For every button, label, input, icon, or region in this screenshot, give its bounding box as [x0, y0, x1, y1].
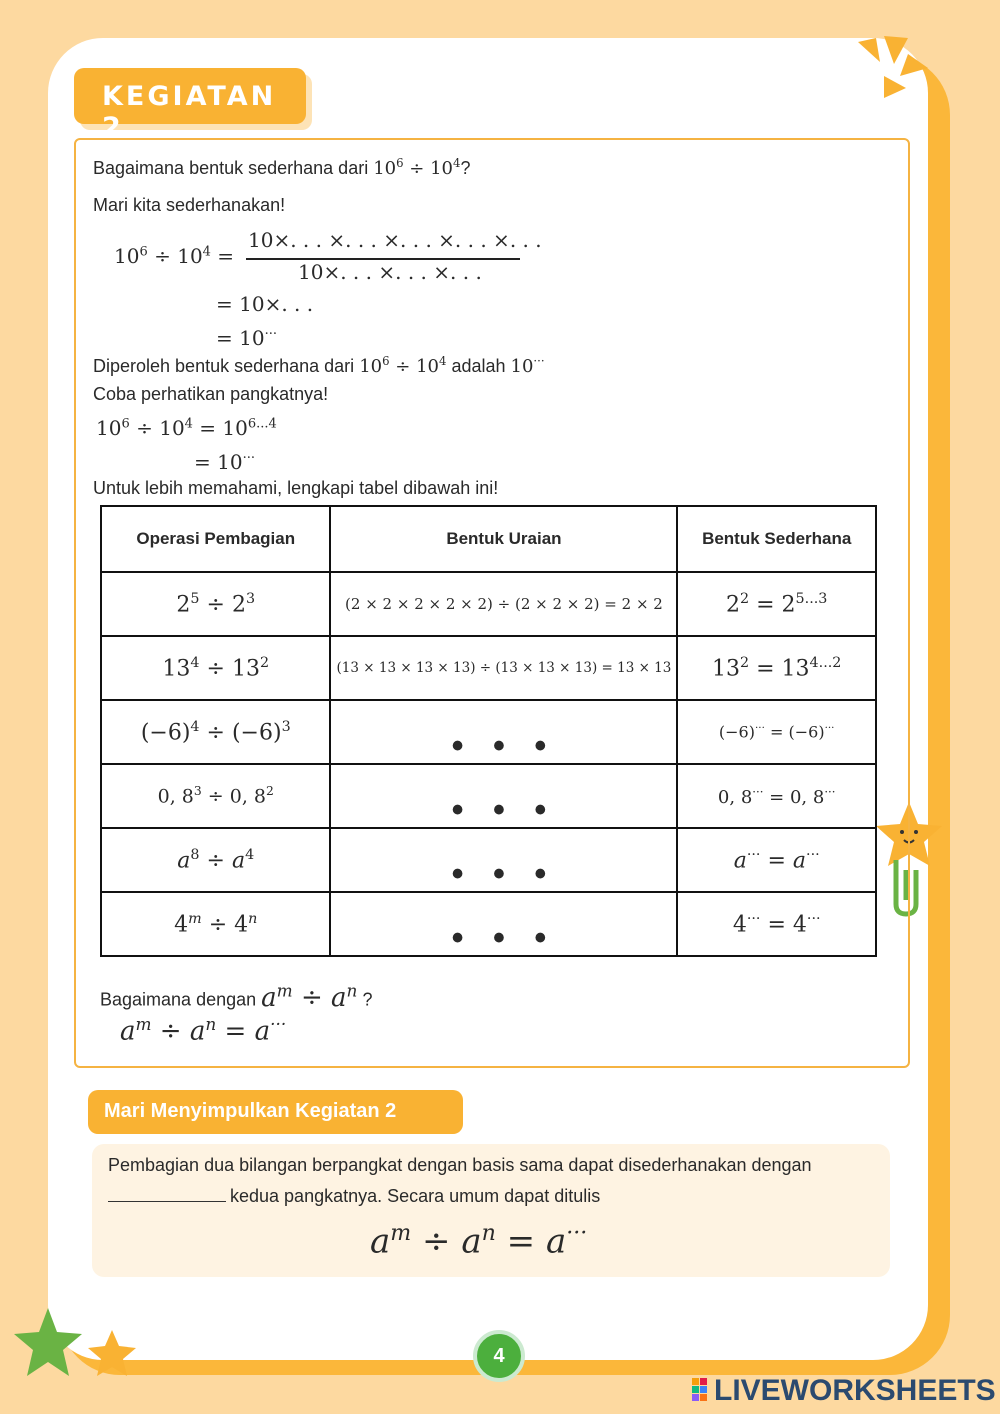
- simple-cell[interactable]: 0, 8··· = 0, 8···: [677, 764, 876, 828]
- intro-question: [93, 156, 470, 179]
- step3-base: = 10: [216, 326, 265, 350]
- q-op: ÷: [403, 158, 431, 179]
- operation-cell: $(-6)^4 \div (-6)^3$: [101, 700, 330, 764]
- simplify-lhs: [114, 244, 234, 268]
- activity-title-tab: [74, 68, 306, 143]
- look-exponent: Coba perhatikan pangkatnya!: [93, 384, 329, 404]
- exp-res-exp: 6...4: [247, 416, 277, 432]
- operation-cell: $13^4 \div 13^2$: [101, 636, 330, 700]
- table-row: [101, 636, 876, 700]
- operation-cell: $4^m \div 4^n$: [101, 892, 330, 956]
- exp-op: ÷: [129, 416, 160, 440]
- lhs-exp-b: 4: [202, 244, 211, 260]
- lhs-base-b: 10: [177, 244, 203, 268]
- obtained-text: Diperoleh bentuk sederhana dari: [93, 356, 355, 376]
- table-row: [101, 828, 876, 892]
- page-number: 4: [473, 1330, 525, 1382]
- conclusion-line2: [108, 1186, 600, 1207]
- general-question-text: Bagaimana dengan: [100, 989, 257, 1010]
- table-row: [101, 700, 876, 764]
- fraction-denominator: 10×. . . ×. . . ×. . .: [298, 260, 482, 284]
- simple-cell[interactable]: 4··· = 4···: [677, 892, 876, 956]
- exp-base-b: 10: [159, 416, 185, 440]
- exp-base-a: 10: [96, 416, 122, 440]
- brand-watermark: LIVEWORKSHEETS: [714, 1374, 996, 1407]
- operation-cell: $a^8 \div a^4$: [101, 828, 330, 892]
- general-op: ÷: [292, 982, 332, 1013]
- conclusion-title: Mari Menyimpulkan Kegiatan 2: [104, 1100, 397, 1122]
- exponent-rule-line1: [96, 416, 277, 440]
- liveworksheets-logo-icon: [692, 1378, 708, 1402]
- obtained-res: 10: [510, 356, 534, 377]
- simple-cell[interactable]: (−6)··· = (−6)···: [677, 700, 876, 764]
- expanded-cell: (13 × 13 × 13 × 13) ÷ (13 × 13 × 13) = 13 × 13: [330, 636, 677, 700]
- general-base-b: a: [331, 982, 347, 1013]
- simple-cell: $2^2 = 2^{5...3}$: [677, 572, 876, 636]
- expanded-cell-blank[interactable]: • • •: [330, 764, 677, 828]
- exp-step2-exp: ···: [242, 450, 255, 466]
- expanded-cell-blank[interactable]: • • •: [330, 700, 677, 764]
- stars-corner-icon: [12, 1306, 142, 1390]
- step3-exp: ···: [264, 326, 277, 342]
- activity-title: KEGIATAN 2: [102, 81, 277, 143]
- fraction-numerator: 10×. . . ×. . . ×. . . ×. . . ×. . .: [248, 228, 542, 252]
- obtained-exp-a: 6: [382, 354, 390, 368]
- q-base-a: 10: [373, 158, 397, 179]
- general-answer[interactable]: $a^m \div a^n = a^{\cdot\cdot\cdot}$: [120, 1014, 287, 1047]
- table-header-row: [101, 506, 876, 572]
- header-simple: Bentuk Sederhana: [677, 506, 876, 572]
- exponent-table: [100, 505, 877, 957]
- table-row: [101, 572, 876, 636]
- general-qmark: ?: [362, 989, 373, 1010]
- q-exp-b: 4: [453, 156, 461, 170]
- table-row: [101, 892, 876, 956]
- exp-step2-base: = 10: [194, 450, 243, 474]
- simplify-step2: = 10×. . .: [216, 292, 314, 316]
- general-exp-m: m: [276, 980, 293, 1000]
- obtained-base-b: 10: [416, 356, 439, 377]
- lhs-eq: =: [210, 244, 235, 268]
- exp-exp-a: 6: [121, 416, 130, 432]
- exp-exp-b: 4: [184, 416, 193, 432]
- complete-table-instruction: Untuk lebih memahami, lengkapi tabel dibawah ini!: [93, 478, 499, 498]
- general-base-a: a: [261, 982, 277, 1013]
- conclusion-line1: Pembagian dua bilangan berpangkat dengan basis sama dapat disederhanakan dengan: [108, 1155, 812, 1175]
- header-expanded: Bentuk Uraian: [330, 506, 677, 572]
- conclusion-tab: [88, 1090, 463, 1134]
- simple-cell[interactable]: a··· = a···: [677, 828, 876, 892]
- obtained-res-exp: ···: [533, 354, 545, 368]
- conclusion-blank[interactable]: [108, 1201, 226, 1202]
- obtained-exp-b: 4: [438, 354, 447, 368]
- lhs-base-a: 10: [114, 244, 140, 268]
- lhs-exp-a: 6: [139, 244, 148, 260]
- sun-rays-icon: [850, 32, 930, 112]
- expanded-cell-blank[interactable]: • • •: [330, 828, 677, 892]
- lets-simplify: Mari kita sederhanakan!: [93, 195, 286, 215]
- exponent-rule-line2: [194, 450, 255, 474]
- expanded-cell: (2 × 2 × 2 × 2 × 2) ÷ (2 × 2 × 2) = 2 × 2: [330, 572, 677, 636]
- q-exp-a: 6: [396, 156, 404, 170]
- obtained-op: ÷: [389, 356, 417, 377]
- simplify-step3: [216, 326, 277, 350]
- conclusion-formula[interactable]: $a^m \div a^n = a^{\cdot\cdot\cdot}$: [370, 1220, 588, 1262]
- obtained-base-a: 10: [359, 356, 383, 377]
- lhs-op: ÷: [147, 244, 178, 268]
- conclusion-line2-text: kedua pangkatnya. Secara umum dapat ditulis: [230, 1186, 601, 1206]
- header-operation: Operasi Pembagian: [101, 506, 330, 572]
- expanded-cell-blank[interactable]: • • •: [330, 892, 677, 956]
- obtained-is: adalah: [451, 356, 506, 376]
- simple-cell: $13^2 = 13^{4...2}$: [677, 636, 876, 700]
- general-question: [100, 980, 372, 1013]
- question-text: Bagaimana bentuk sederhana dari: [93, 158, 369, 178]
- table-row: [101, 764, 876, 828]
- q-end: ?: [460, 158, 471, 178]
- exp-eq: = 10: [192, 416, 248, 440]
- operation-cell: $2^5 \div 2^3$: [101, 572, 330, 636]
- general-exp-n: n: [346, 980, 358, 1000]
- q-base-b: 10: [430, 158, 453, 179]
- obtained-sentence: [93, 354, 545, 377]
- operation-cell: 0, $8^3 \div 0$, $8^2$: [101, 764, 330, 828]
